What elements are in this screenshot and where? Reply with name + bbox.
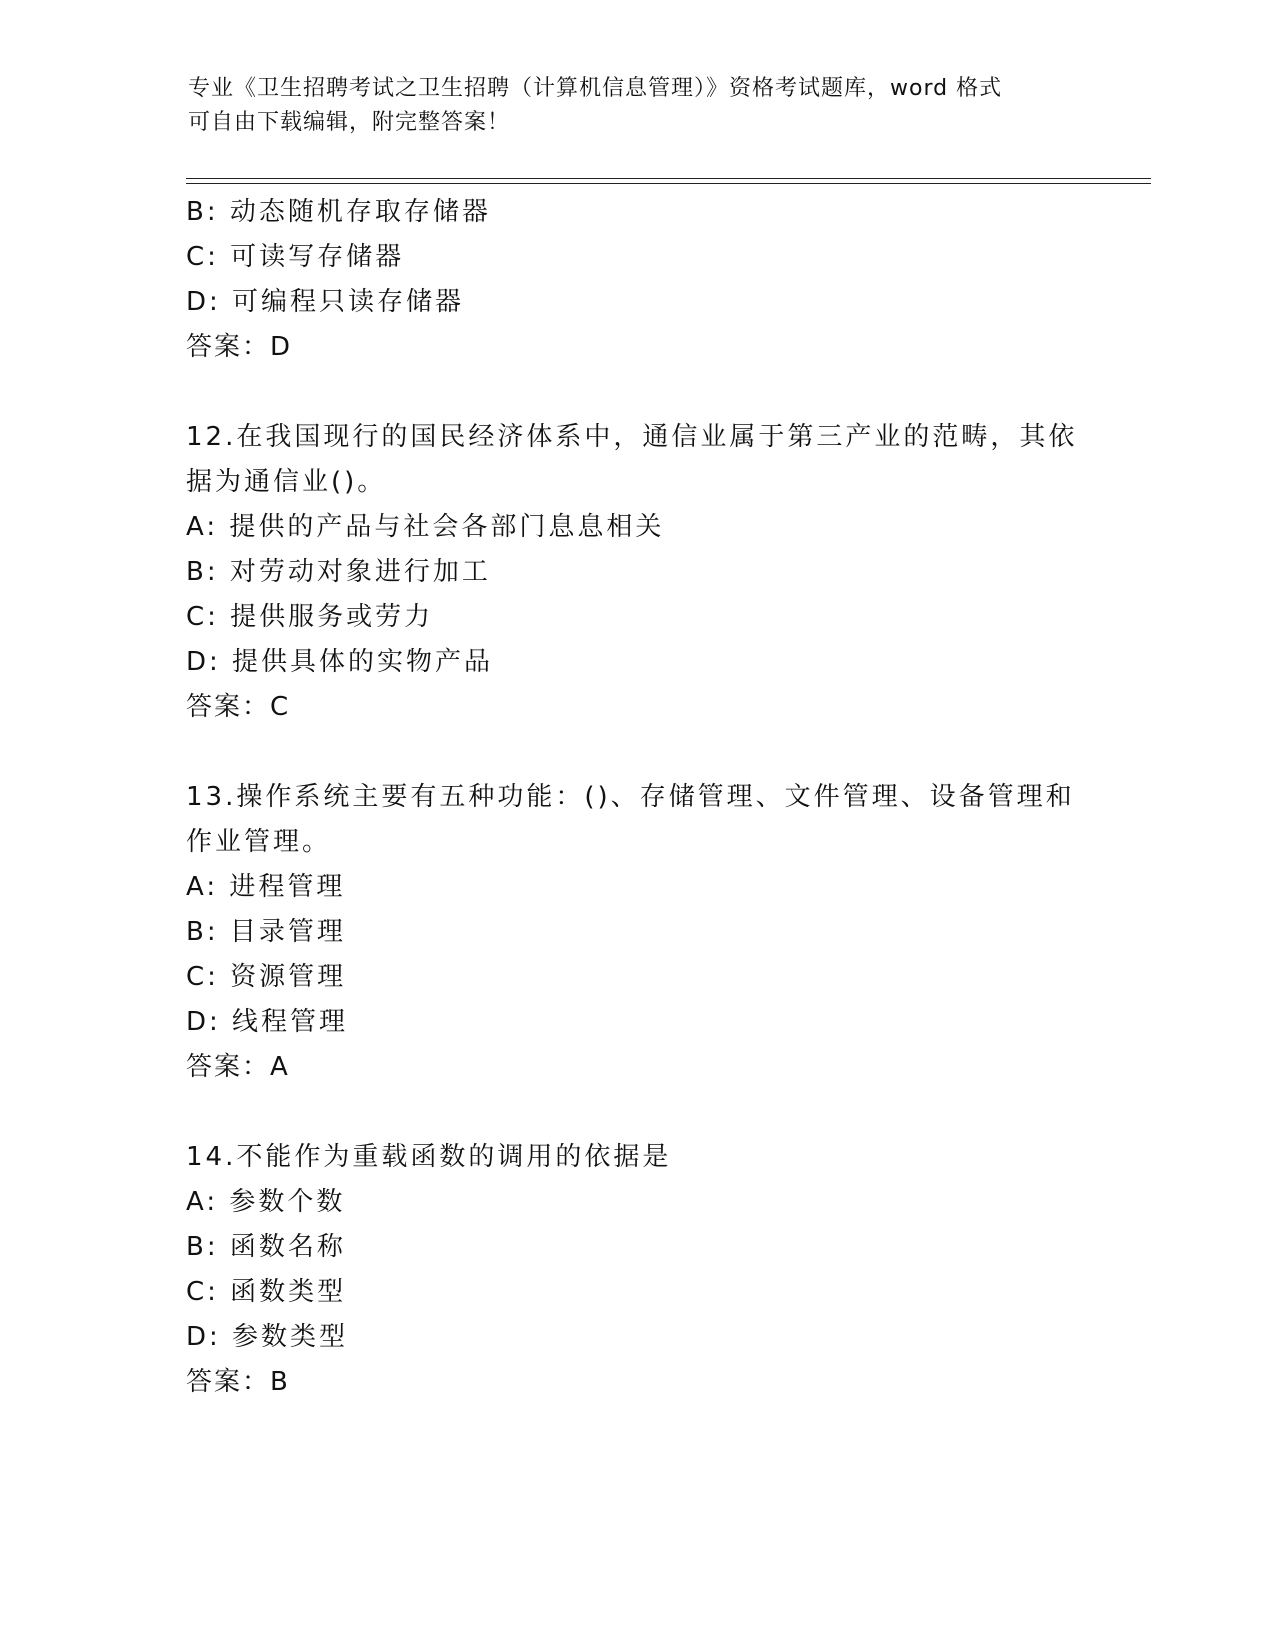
answer: 答案：B <box>186 1367 290 1397</box>
header-divider-top <box>186 178 1151 179</box>
answer: 答案：D <box>186 332 293 362</box>
spacer <box>186 1090 1086 1135</box>
option-a: A: 进程管理 <box>186 872 346 902</box>
option-a: A: 提供的产品与社会各部门息息相关 <box>186 512 665 542</box>
option-b: B: 动态随机存取存储器 <box>186 197 491 227</box>
question-list <box>186 190 1086 1405</box>
option-d: D: 提供具体的实物产品 <box>186 647 494 677</box>
header-line-1: 专业《卫生招聘考试之卫生招聘（计算机信息管理）》资格考试题库，word 格式 <box>188 76 1003 101</box>
question-stem-line: 12.在我国现行的国民经济体系中，通信业属于第三产业的范畴，其依 <box>186 422 1078 452</box>
option-d: D: 可编程只读存储器 <box>186 287 465 317</box>
question-stem-line: 作业管理。 <box>186 827 332 857</box>
option-c: C: 资源管理 <box>186 962 347 992</box>
question-stem-line: 据为通信业()。 <box>186 467 387 497</box>
question-13 <box>186 775 1086 1090</box>
option-a: A: 参数个数 <box>186 1187 346 1217</box>
header-line-2: 可自由下载编辑，附完整答案！ <box>188 110 511 135</box>
question-11-continued <box>186 190 1086 370</box>
document-header <box>188 72 1068 140</box>
option-d: D: 线程管理 <box>186 1007 349 1037</box>
option-b: B: 函数名称 <box>186 1232 346 1262</box>
question-14 <box>186 1135 1086 1405</box>
option-b: B: 对劳动对象进行加工 <box>186 557 491 587</box>
option-c: C: 提供服务或劳力 <box>186 602 434 632</box>
question-12 <box>186 415 1086 730</box>
question-stem-line: 14.不能作为重载函数的调用的依据是 <box>186 1142 672 1172</box>
option-c: C: 可读写存储器 <box>186 242 405 272</box>
question-stem-line: 13.操作系统主要有五种功能：()、存储管理、文件管理、设备管理和 <box>186 782 1075 812</box>
option-b: B: 目录管理 <box>186 917 346 947</box>
option-c: C: 函数类型 <box>186 1277 347 1307</box>
answer: 答案：A <box>186 1052 290 1082</box>
option-d: D: 参数类型 <box>186 1322 349 1352</box>
spacer <box>186 370 1086 415</box>
answer: 答案：C <box>186 692 291 722</box>
header-divider-bottom <box>186 183 1151 184</box>
spacer <box>186 730 1086 775</box>
